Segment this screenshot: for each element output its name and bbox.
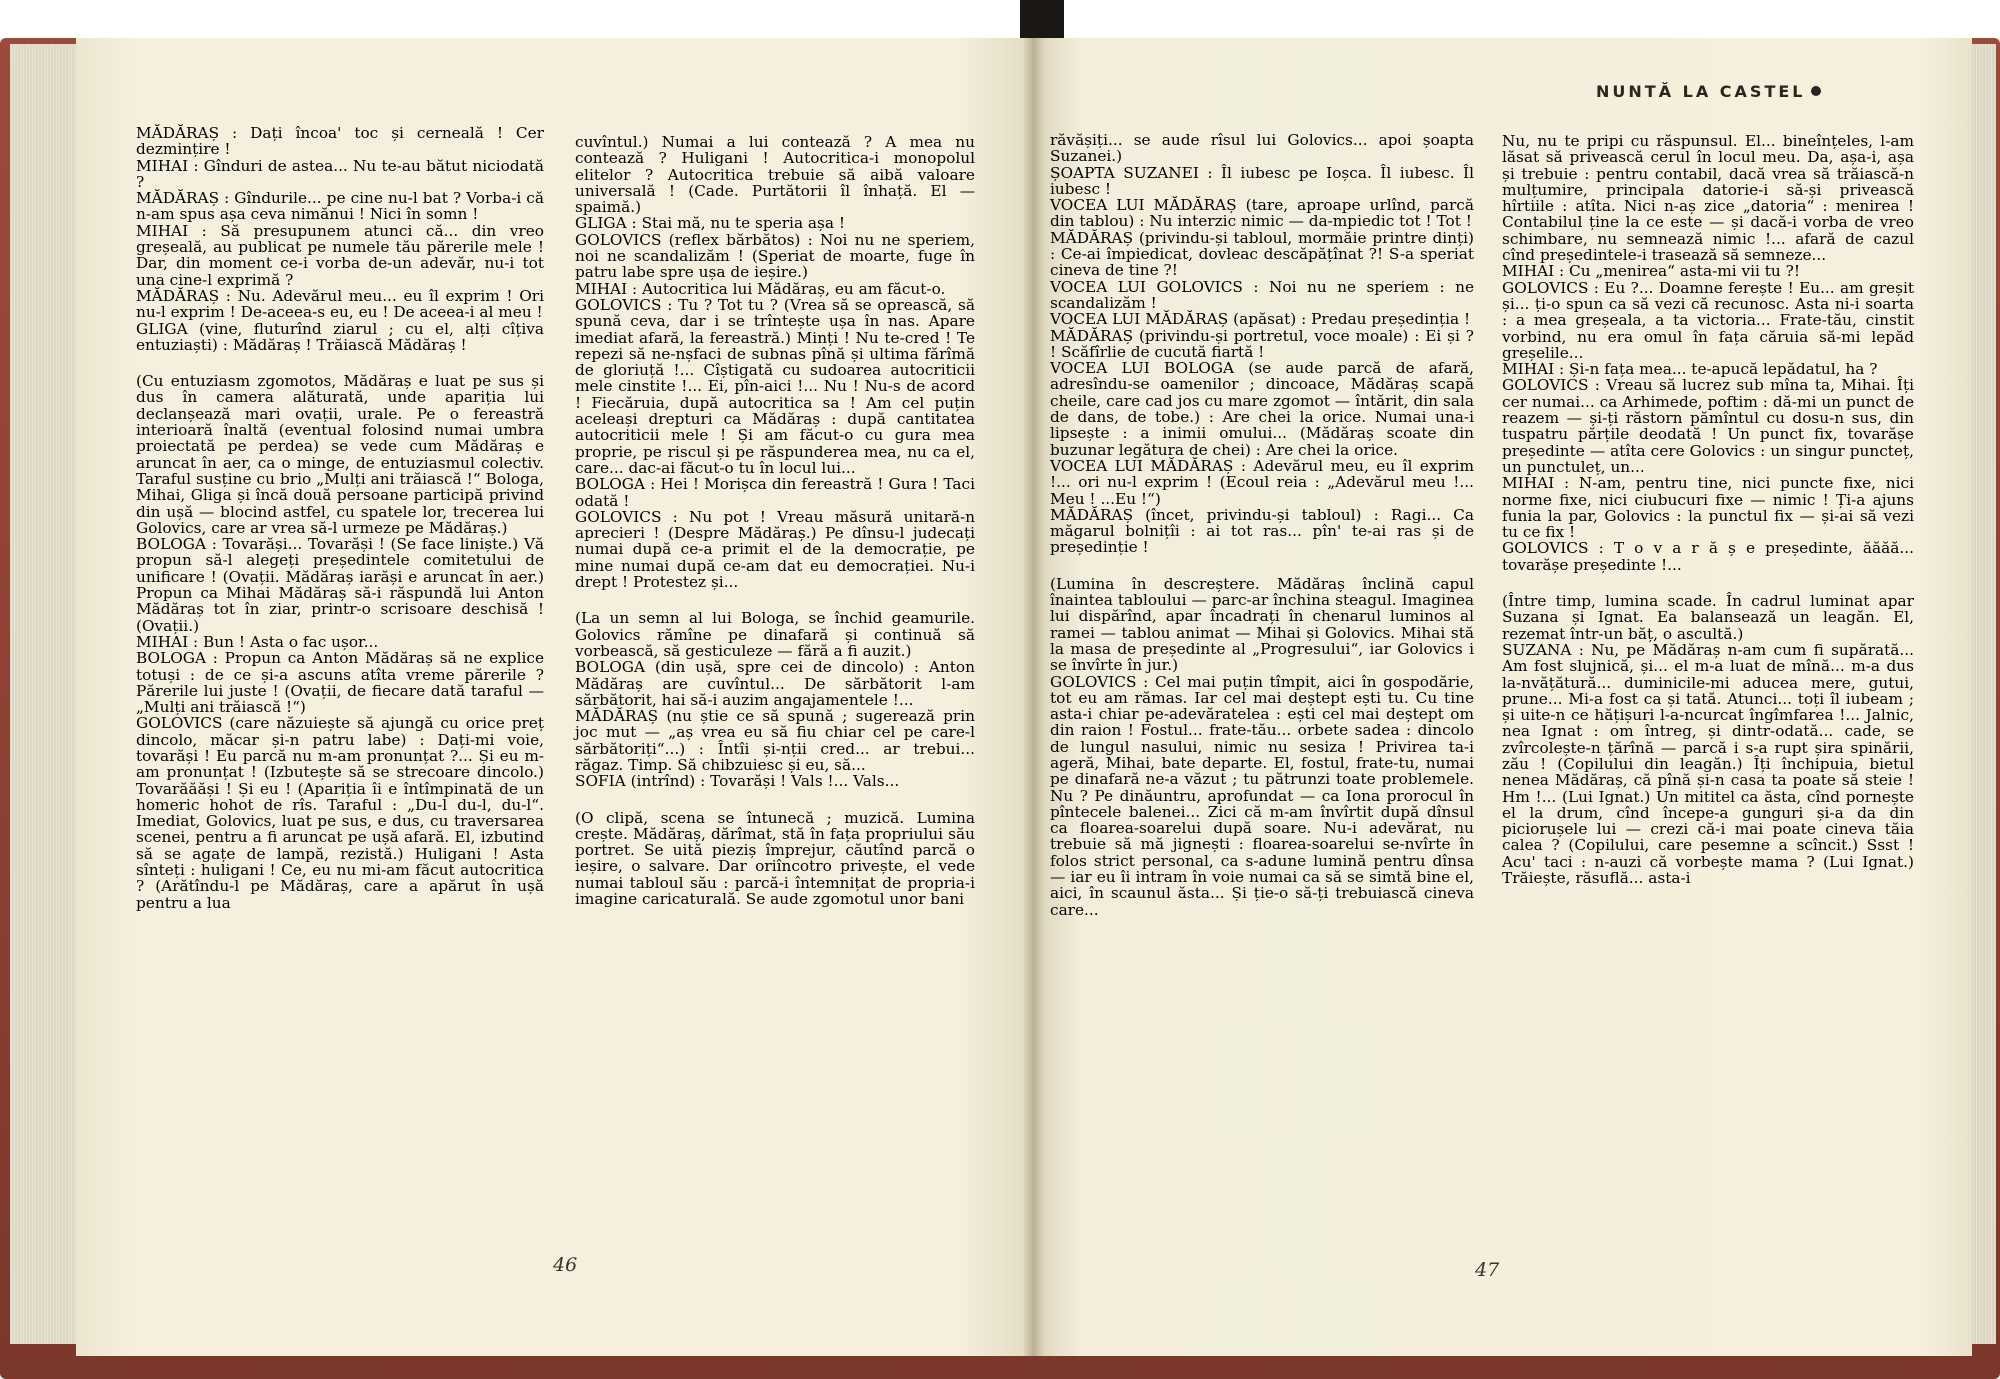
running-head-text: NUNTĂ LA CASTEL: [1596, 82, 1806, 101]
text-paragraph: (Lumina în descreștere. Mădăraș înclină capul înaintea tabloului — parc-ar închina steagul. Imaginea lui dispărînd, apar încadrați în chenarul luminos al ramei — tablou animat — Mihai și Golovics. Mihai stă la masa de președinte al „Progresului“, iar Golovics i se învîrte în jur.): [1050, 574, 1474, 675]
text-paragraph: GOLOVICS (reflex bărbătos) : Noi nu ne speriem, noi ne scandalizăm ! (Speriat de moarte, fuge în patru labe spre ușa de ieșire.): [575, 230, 975, 282]
text-paragraph: BOLOGA : Tovarăși... Tovarăși ! (Se face liniște.) Vă propun să-l alegeți președintele comitetului de unificare ! (Ovații. Mădăraș iarăși e aruncat în aer.) Propun ca Mihai Mădăraș să-i răspundă lui Anton Mădăraș tot în ziar, printr-o scrisoare deschisă ! (Ovații.): [136, 535, 544, 635]
text-paragraph: (La un semn al lui Bologa, se închid geamurile. Golovics rămîne pe dinafară și continuă să vorbească, să gesticuleze — fără a fi auzit.): [575, 609, 975, 660]
text-paragraph: MĂDĂRAȘ : Gîndurile... pe cine nu-l bat ? Vorba-i că n-am spus așa ceva nimănui ! Nici în somn !: [136, 189, 544, 224]
text-paragraph: VOCEA LUI BOLOGA (se aude parcă de afară, adresîndu-se oamenilor ; dincoace, Mădăraș scapă cheile, care cad jos cu mare zgomot — întărit, din sala de dans, de tobe.) : Are chei la orice. Numai una-i lipsește : a inimii omului... (Mădăraș scoate din buzunar legătura de chei) : Are chei la orice.: [1050, 359, 1474, 459]
page-edges-left: [10, 44, 81, 1344]
page-number-right: 47: [1475, 1259, 1500, 1281]
bullet-icon: [1811, 86, 1821, 96]
book-gutter: [1024, 38, 1046, 1356]
text-paragraph: (Cu entuziasm zgomotos, Mădăraș e luat pe sus și dus în camera alăturată, unde apariția lui declanșează mari ovații, urale. Pe o fereastră interioară înaltă (eventual folosind numai umbra proiectată pe perdea) se vede cum Mădăraș e aruncat în aer, ca o minge, de entuziasmul colectiv. Taraful susține cu brio „Mulți ani trăiască !“ Bologa, Mihai, Gliga și încă două persoane participă privind din ușă — blocind astfel, cu spatele lor, trecerea lui Golovics, care ar vrea să-l urmeze pe Mădăraș.): [136, 372, 544, 537]
running-head: [1596, 82, 1821, 101]
page-edges-right: [1972, 44, 1996, 1344]
text-paragraph: MIHAI : N-am, pentru tine, nici puncte fixe, nici norme fixe, nici ciubucuri fixe — nimic ! Ți-a ajuns funia la par, Golovics : la punctul fix — și-ai să vezi tu ce fix !: [1502, 474, 1914, 542]
text-paragraph: MIHAI : Și-n fața mea... te-apucă lepădatul, ha ?: [1502, 360, 1878, 379]
text-paragraph: BOLOGA : Hei ! Morișca din fereastră ! Gura ! Taci odată !: [575, 475, 975, 510]
text-paragraph: VOCEA LUI MĂDĂRAȘ (apăsat) : Predau președinția !: [1050, 310, 1471, 329]
text-paragraph: MIHAI : Să presupunem atunci că... din vreo greșeală, au publicat pe numele tău părerile mele ! Dar, din moment ce-i vorba de-un adevăr, nu-i tot una cine-l exprimă ?: [136, 221, 544, 289]
text-paragraph: MIHAI : Autocritica lui Mădăraș, eu am făcut-o.: [575, 279, 946, 298]
text-paragraph: SOFIA (intrînd) : Tovarăși ! Vals !... Vals...: [575, 772, 900, 791]
text-paragraph: GOLOVICS : Tu ? Tot tu ? (Vrea să se oprească, să spună ceva, dar i se trîntește ușa în nas. Apare imediat afară, la fereastră.) Minți ! Nu te-cred ! Te repezi să ne-nșfaci de subnas pînă și ultima fărîmă de gloriuță !... Cîștigată cu sudoarea autocriticii mele cinstite !... Ei, pîn-aici !... Nu ! Nu-s de acord ! Fiecăruia, după autocritica sa ! Am cel puțin aceleași drepturi ca Mădăraș : după cantitatea autocriticii mele ! Și am făcut-o cu gura mea proprie, pe riscul și pe răspunderea mea, nu ca el, care... dac-ai făcut-o tu în locul lui...: [575, 295, 975, 477]
text-paragraph: MIHAI : Cu „menirea“ asta-mi vii tu ?!: [1502, 262, 1800, 281]
text-paragraph: GLIGA (vine, fluturînd ziarul ; cu el, alți cîțiva entuziaști) : Mădăraș ! Trăiască Mădăraș !: [136, 319, 544, 354]
scanner-edge: [1020, 0, 1064, 38]
text-paragraph: GOLOVICS : Eu ?... Doamne ferește ! Eu... am greșit și... ți-o spun ca să vezi că recunosc. Asta ni-i soarta : a mea greșeala, a ta victoria... Frate-tău, cinstit vorbind, nu era omul în fața căruia să-mi lepăd greșelile...: [1502, 278, 1914, 362]
text-paragraph: BOLOGA (din ușă, spre cei de dincolo) : Anton Mădăraș are cuvîntul... De sărbătorit l-am sărbătorit, hai să-i auzim angajamentele !...: [575, 658, 975, 709]
text-paragraph: (O clipă, scena se întunecă ; muzică. Lumina crește. Mădăraș, dărîmat, stă în fața propriului său portret. Se uită pieziș împrejur, căutînd parcă o ieșire, o salvare. Dar oriîncotro privește, el vede numai tabloul său : parcă-i întemnițat de propria-i imagine caricaturală. Se aude zgomotul unor bani: [575, 808, 975, 909]
text-paragraph: ȘOAPTA SUZANEI : Îl iubesc pe Ioșca. Îl iubesc. Îl iubesc !: [1050, 163, 1474, 198]
text-paragraph: VOCEA LUI MĂDĂRAȘ (tare, aproape urlînd, parcă din tablou) : Nu interzic nimic — da-mpiedic tot ! Tot !: [1050, 196, 1474, 231]
text-paragraph: MIHAI : Gînduri de astea... Nu te-au bătut niciodată ?: [136, 156, 544, 191]
text-paragraph: GOLOVICS : T o v a r ă ș e președinte, ăăăă... tovarășe președinte !...: [1502, 539, 1914, 574]
text-paragraph: MIHAI : Bun ! Asta o fac ușor...: [136, 632, 379, 651]
text-paragraph: VOCEA LUI MĂDĂRAȘ : Adevărul meu, eu îl exprim !... ori nu-l exprim ! (Ecoul reia : „Adevărul meu !... Meu ! ...Eu !“): [1050, 456, 1474, 508]
right-page-column-2: [1502, 133, 1914, 886]
text-paragraph: Nu, nu te pripi cu răspunsul. El... bineînțeles, l-am lăsat să privească cerul în locul meu. Da, așa-i, așa și trebuie : pentru contabil, dacă vrea să trăiască-n mulțumire, principala datorie-i să-și privească hîrtiile : atîta. Nici n-aș zice „datoria“ : menirea ! Contabilul ține la ce este — și dacă-i vorba de vreo schimbare, nu semnează nimic !... afară de cazul cînd președintele-i trasează să semneze...: [1502, 132, 1914, 265]
text-paragraph: MĂDĂRAȘ (privindu-și portretul, voce moale) : Ei și ? ! Scăfîrlie de cucută fiartă !: [1050, 326, 1474, 361]
text-paragraph: răvășiți... se aude rîsul lui Golovics... apoi șoapta Suzanei.): [1050, 131, 1474, 166]
scan-top-margin: [0, 0, 2000, 38]
text-paragraph: GLIGA : Stai mă, nu te speria așa !: [575, 214, 846, 233]
text-paragraph: MĂDĂRAȘ : Nu. Adevărul meu... eu îl exprim ! Ori nu-l exprim ! De-aceea-s eu, eu ! De aceea-i al meu !: [136, 286, 544, 322]
left-page-column-1: [136, 125, 544, 911]
text-paragraph: SUZANA : Nu, pe Mădăraș n-am cum fi supărată... Am fost slujnică, și... el m-a luat de mînă... m-a dus la-nvățătură... duminicile-mi aducea mere, gutui, prune... Mi-a fost ca și tată. Atunci... toți îl iubeam ; și uite-n ce hățișuri l-a-ncurcat îngîmfarea !... Jalnic, nea Ignat : om întreg, și dintr-odată... cade, se zvîrcolește-n țărînă — parcă i s-a rupt șira spinării, zău ! (Copilului din leagăn.) Îți închipuia, bietul nenea Mădăraș, că pînă și-n casa ta poate să steie ! Hm !... (Lui Ignat.) Un mititel ca ăsta, cînd pornește el la drum, cînd începe-a gunguri și-a da din piciorușele lui — crezi că-i mai poate cineva tăia calea ? (Copilului, care pesemne a scîncit.) Ssst ! Acu' taci : n-auzi că vorbește mama ? (Lui Ignat.) Trăiește, răsuflă... asta-i: [1502, 640, 1914, 888]
right-page-column-1: [1050, 132, 1474, 918]
text-paragraph: VOCEA LUI GOLOVICS : Noi nu ne speriem : ne scandalizăm !: [1050, 277, 1474, 312]
text-paragraph: MĂDĂRAȘ (încet, privindu-și tabloul) : Ragi... Ca măgarul bolnițîi : ai tot ras... pîn' te-ai ras și de președinție !: [1050, 505, 1474, 557]
text-paragraph: MĂDĂRAȘ : Dați încoa' toc și cerneală ! Cer dezmințire !: [136, 124, 544, 159]
text-paragraph: BOLOGA : Propun ca Anton Mădăraș să ne explice totuși : de ce și-a ascuns atîta vreme părerile ? Părerile lui juste ! (Ovații, de fiecare dată taraful — „Mulți ani trăiască !“): [136, 649, 544, 717]
text-paragraph: (Între timp, lumina scade. În cadrul luminat apar Suzana și Ignat. Ea balansează un leagăn. El, rezemat într-un băț, o ascultă.): [1502, 592, 1914, 643]
left-page-column-2: [575, 134, 975, 907]
text-paragraph: GOLOVICS (care năzuiește să ajungă cu orice preț dincolo, măcar și-n patru labe) : Dați-mi voie, tovarăși ! Eu parcă nu m-am pronunțat ?... Și eu m-am pronunțat ! (Izbutește să se strecoare dincolo.) Tovarăăăși ! Și eu ! (Apariția îi e întîmpinată de un homeric hohot de rîs. Taraful : „Du-l du-l, du-l“. Imediat, Golovics, luat pe sus, e dus, cu traversarea scenei, pentru a fi aruncat pe ușă afară. El, izbutind să se agațe de lampă, rezistă.) Huligani ! Asta sînteți : huligani ! Ce, eu nu mi-am făcut autocritica ? (Arătîndu-l pe Mădăraș, care a apărut în ușă pentru a lua: [136, 714, 544, 912]
text-paragraph: cuvîntul.) Numai a lui contează ? A mea nu contează ? Huligani ! Autocritica-i monopolul elitelor ? Autocritica trebuie să aibă valoare universală ! (Cade. Purtătorii îl înhață. El — spaimă.): [575, 133, 975, 217]
text-paragraph: GOLOVICS : Vreau să lucrez sub mîna ta, Mihai. Îți cer numai... ca Arhimede, poftim : dă-mi un punct de reazem — și-ți răstorn pămîntul cu dosu-n sus, din tuspatru părțile deodată ! Un punct fix, tovarășe președinte — atîta cere Golovics : un singur puncteț, un punctuleț, un...: [1502, 376, 1914, 476]
text-paragraph: MĂDĂRAȘ (privindu-și tabloul, mormăie printre dinți) : Ce-ai împiedicat, dovleac descăpățînat ?! S-a speriat cineva de tine ?!: [1050, 228, 1474, 280]
text-paragraph: MĂDĂRAȘ (nu știe ce să spună ; sugerează prin joc mut — „aș vrea eu să fiu chiar cel pe care-l sărbătoriți“...) : Întîi și-nții cred... ar trebui... răgaz. Timp. Să chibzuiesc și eu, să...: [575, 707, 975, 774]
text-paragraph: GOLOVICS : Cel mai puțin tîmpit, aici în gospodărie, tot eu am rămas. Iar cel mai deștept ești tu. Cu tine asta-i chiar pe-adevăratelea : ești cel mai deștept om din raion ! Fostul... frate-tău... orbete sadea : dincolo de lungul nasului, nimic nu sesiza ! Privirea ta-i ageră, Mihai, bate departe. El, fostul, frate-tu, numai pe dinafară ne-a văzut ; tu pătrunzi toate problemele. Nu ? Pe dinăuntru, aprofundat — ca Iona prorocul în pîntecele balenei... Zici că m-am învîrtit după dînsul ca floarea-soarelui după soare. Nu-i adevărat, nu trebuie să mă jignești : floarea-soarelui se-nvîrte în folos strict personal, ca s-adune lumină pentru dînsa — iar eu îi intram în voie numai ca să se simtă bine el, aici, în scaunul ăsta... Și ție-o să-ți trebuiască cineva care...: [1050, 672, 1474, 919]
page-number-left: 46: [553, 1254, 578, 1276]
text-paragraph: GOLOVICS : Nu pot ! Vreau măsură unitară-n aprecieri ! (Despre Mădăraș.) Pe dînsu-l judecați numai după ce-a primit el de la democrație, pe mine numai după ce-am dat eu democrației. Nu-i drept ! Protestez și...: [575, 507, 975, 592]
